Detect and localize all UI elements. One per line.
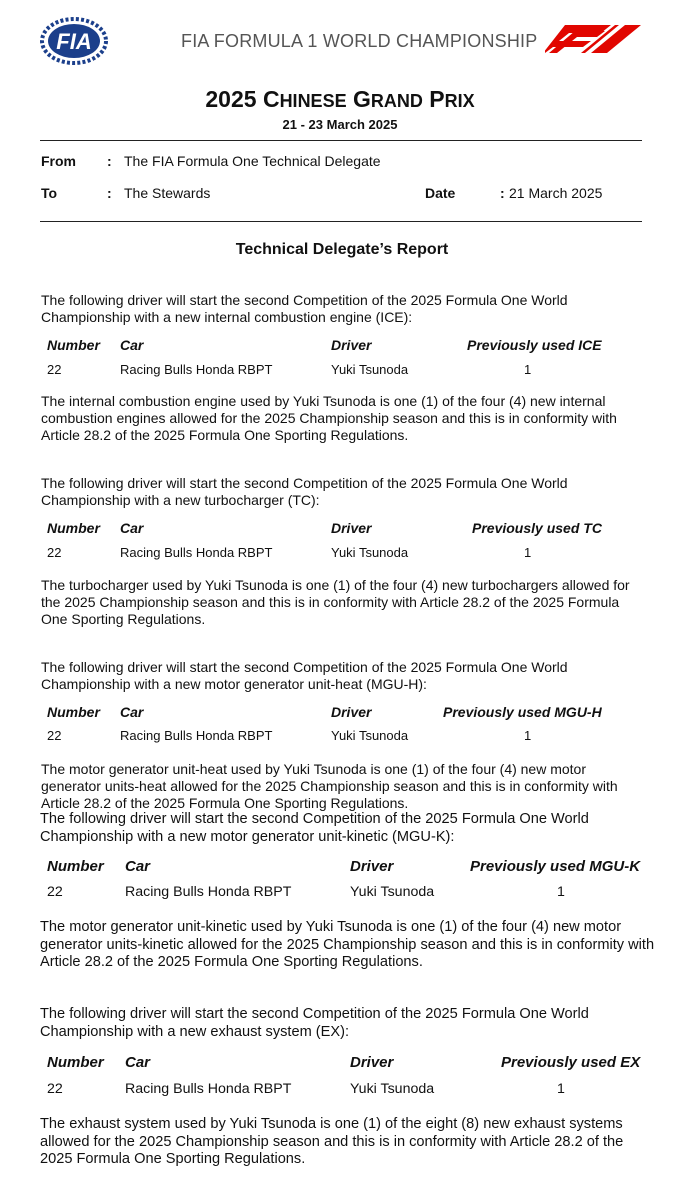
section-tc-intro bbox=[41, 475, 568, 509]
gp-word-2-rest: RAND bbox=[370, 91, 423, 111]
cell-previously-used: 1 bbox=[524, 362, 532, 377]
intro-line: Championship with a new motor generator unit-heat (MGU-H): bbox=[41, 676, 427, 692]
note-line: Article 28.2 of the 2025 Formula One Sporting Regulations. bbox=[41, 795, 409, 811]
gp-word-3-initial: P bbox=[429, 86, 445, 112]
header-number: Number bbox=[47, 520, 100, 536]
header-car: Car bbox=[125, 858, 151, 875]
header-car: Car bbox=[120, 520, 144, 536]
to-label: To bbox=[41, 185, 58, 201]
header-driver: Driver bbox=[331, 704, 372, 720]
note-line: allowed for the 2025 Championship season and this is in conformity with Article 28.2 of the bbox=[40, 1133, 624, 1150]
header-number: Number bbox=[47, 337, 100, 353]
section-ice-intro bbox=[41, 292, 568, 326]
note-line: The motor generator unit-heat used by Yuki Tsunoda is one (1) of the four (4) new motor bbox=[41, 761, 587, 777]
intro-line: Championship with a new exhaust system (EX): bbox=[40, 1023, 350, 1040]
section-mguk-note bbox=[40, 919, 654, 972]
header-car: Car bbox=[120, 704, 144, 720]
intro-line: Championship with a new turbocharger (TC): bbox=[41, 492, 320, 508]
cell-previously-used: 1 bbox=[557, 884, 565, 900]
cell-previously-used: 1 bbox=[557, 1081, 565, 1097]
cell-number: 22 bbox=[47, 545, 62, 560]
header-driver: Driver bbox=[331, 337, 372, 353]
note-line: The internal combustion engine used by Yuki Tsunoda is one (1) of the four (4) new internal bbox=[41, 393, 606, 409]
date-value: 21 March 2025 bbox=[509, 185, 603, 201]
header-driver: Driver bbox=[350, 858, 394, 875]
gp-word-1-initial: C bbox=[262, 86, 280, 112]
cell-car: Racing Bulls Honda RBPT bbox=[120, 545, 273, 560]
gp-word-1-rest: HINESE bbox=[279, 91, 347, 111]
date-colon: : bbox=[500, 185, 505, 201]
gp-year: 2025 bbox=[205, 86, 257, 112]
note-line: generator units-heat allowed for the 2025 Championship season and this is in conformity with bbox=[41, 778, 618, 794]
header-divider bbox=[40, 140, 642, 141]
gp-word-1 bbox=[263, 86, 347, 112]
section-tc-note bbox=[41, 577, 630, 628]
from-label: From bbox=[41, 153, 76, 169]
header-car: Car bbox=[120, 337, 144, 353]
section-mguk-intro bbox=[40, 811, 589, 846]
to-value: The Stewards bbox=[124, 185, 211, 201]
cell-driver: Yuki Tsunoda bbox=[350, 884, 435, 900]
from-colon: : bbox=[107, 153, 112, 169]
note-line: generator units-kinetic allowed for the 2025 Championship season and this is in conformity with bbox=[40, 936, 655, 953]
header-number: Number bbox=[47, 858, 104, 875]
header-previously-used: Previously used TC bbox=[472, 520, 602, 536]
cell-driver: Yuki Tsunoda bbox=[331, 728, 409, 743]
championship-title: FIA FORMULA 1 WORLD CHAMPIONSHIP bbox=[181, 31, 538, 51]
cell-previously-used: 1 bbox=[524, 728, 532, 743]
section-ex-intro bbox=[40, 1006, 589, 1041]
header-previously-used: Previously used MGU-H bbox=[443, 704, 602, 720]
cell-driver: Yuki Tsunoda bbox=[331, 545, 409, 560]
grand-prix-title bbox=[0, 86, 680, 113]
gp-word-3 bbox=[429, 86, 474, 112]
header-previously-used: Previously used ICE bbox=[467, 337, 602, 353]
note-line: Article 28.2 of the 2025 Formula One Sporting Regulations. bbox=[41, 427, 409, 443]
header-driver: Driver bbox=[350, 1054, 394, 1071]
cell-car: Racing Bulls Honda RBPT bbox=[125, 1081, 292, 1097]
note-line: combustion engines allowed for the 2025 Championship season and this is in conformity with bbox=[41, 410, 617, 426]
cell-driver: Yuki Tsunoda bbox=[331, 362, 409, 377]
gp-word-3-rest: RIX bbox=[444, 91, 475, 111]
f1-logo bbox=[545, 25, 641, 53]
note-line: The exhaust system used by Yuki Tsunoda is one (1) of the eight (8) new exhaust systems bbox=[40, 1116, 623, 1132]
note-line: The motor generator unit-kinetic used by Yuki Tsunoda is one (1) of the four (4) new motor bbox=[40, 919, 622, 935]
fia-logo bbox=[40, 17, 108, 65]
cell-car: Racing Bulls Honda RBPT bbox=[125, 884, 292, 900]
header-previously-used: Previously used MGU-K bbox=[470, 858, 641, 875]
cell-number: 22 bbox=[47, 362, 62, 377]
event-dates: 21 - 23 March 2025 bbox=[282, 117, 398, 132]
cell-car: Racing Bulls Honda RBPT bbox=[120, 728, 273, 743]
cell-number: 22 bbox=[47, 728, 62, 743]
cell-car: Racing Bulls Honda RBPT bbox=[120, 362, 273, 377]
note-line: the 2025 Championship season and this is in conformity with Article 28.2 of the 2025 Formula bbox=[41, 594, 620, 610]
gp-word-2 bbox=[353, 86, 423, 112]
note-line: Article 28.2 of the 2025 Formula One Sporting Regulations. bbox=[40, 954, 423, 970]
report-title: Technical Delegate’s Report bbox=[235, 241, 449, 258]
intro-line: The following driver will start the second Competition of the 2025 Formula One World bbox=[40, 1006, 589, 1022]
header-previously-used: Previously used EX bbox=[501, 1054, 641, 1071]
header-number: Number bbox=[47, 704, 100, 720]
cell-number: 22 bbox=[47, 1081, 63, 1097]
intro-line: The following driver will start the second Competition of the 2025 Formula One World bbox=[41, 292, 568, 308]
header-number: Number bbox=[47, 1054, 104, 1071]
section-mguh-note bbox=[41, 761, 618, 812]
gp-word-2-initial: G bbox=[352, 86, 371, 112]
intro-line: The following driver will start the second Competition of the 2025 Formula One World bbox=[41, 659, 568, 675]
fia-logo-text: FIA bbox=[56, 29, 92, 54]
intro-line: Championship with a new internal combustion engine (ICE): bbox=[41, 309, 413, 325]
to-colon: : bbox=[107, 185, 112, 201]
intro-line: Championship with a new motor generator unit-kinetic (MGU-K): bbox=[40, 828, 455, 845]
section-ex-note bbox=[40, 1116, 623, 1169]
intro-line: The following driver will start the second Competition of the 2025 Formula One World bbox=[41, 475, 568, 491]
note-line: 2025 Formula One Sporting Regulations. bbox=[40, 1151, 306, 1167]
section-mguh-intro bbox=[41, 659, 568, 693]
note-line: The turbocharger used by Yuki Tsunoda is one (1) of the four (4) new turbochargers allowed for bbox=[41, 577, 630, 593]
date-label: Date bbox=[425, 185, 456, 201]
meta-divider bbox=[40, 221, 642, 222]
note-line: One Sporting Regulations. bbox=[41, 611, 206, 627]
header-driver: Driver bbox=[331, 520, 372, 536]
cell-driver: Yuki Tsunoda bbox=[350, 1081, 435, 1097]
intro-line: The following driver will start the second Competition of the 2025 Formula One World bbox=[40, 811, 589, 827]
from-value: The FIA Formula One Technical Delegate bbox=[124, 153, 381, 169]
cell-number: 22 bbox=[47, 884, 63, 900]
cell-previously-used: 1 bbox=[524, 545, 532, 560]
section-ice-note bbox=[41, 393, 617, 444]
header-car: Car bbox=[125, 1054, 151, 1071]
